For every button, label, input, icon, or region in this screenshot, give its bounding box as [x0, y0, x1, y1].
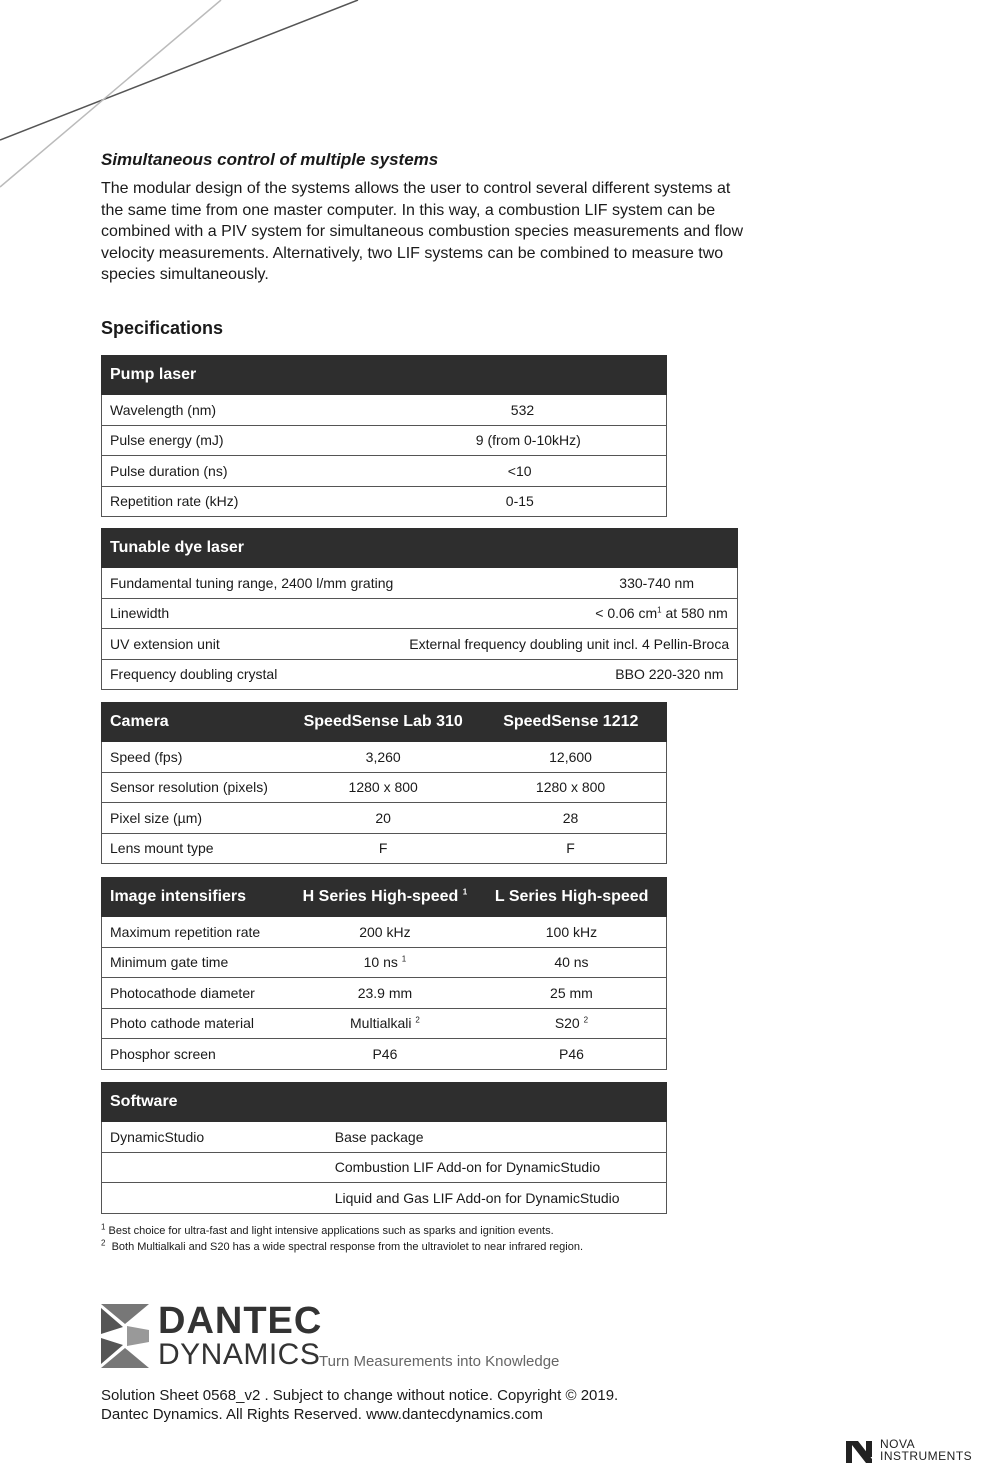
table-header-row	[102, 529, 738, 568]
legal-line: Dantec Dynamics. All Rights Reserved. www.dantecdynamics.com	[101, 1405, 543, 1423]
footnote-mark: 2	[101, 1238, 106, 1248]
intro-paragraph: The modular design of the systems allows the user to control several different systems at the same time from one master computer. In this way, a combustion LIF system can be combined with a PIV system for simultaneous combustion species measurements and flow velocity measurements. Alternatively, two LIF systems can be combined to measure two species simultaneously.	[101, 180, 744, 284]
logo-wordmark-dynamics: DYNAMICS	[158, 1338, 321, 1371]
row-value: 9 (from 0-10kHz)	[441, 425, 667, 456]
row-value: 330-740 nm	[401, 568, 737, 599]
table-row	[102, 772, 667, 803]
row-label: Repetition rate (kHz)	[102, 486, 441, 517]
linewidth-value-pre: < 0.06 cm	[595, 605, 658, 622]
row-value: P46	[293, 1039, 477, 1070]
footnote-mark: 1	[401, 954, 407, 964]
row-value: 20	[291, 803, 475, 834]
dantec-logo-mark	[101, 1304, 151, 1370]
tagline: Turn Measurements into Knowledge	[319, 1353, 560, 1370]
row-value: 532	[441, 395, 667, 426]
table-row	[102, 1039, 667, 1070]
row-value: Base package	[327, 1122, 667, 1153]
column-header: SpeedSense 1212	[475, 703, 666, 742]
nova-instruments-logo-icon	[846, 1439, 876, 1463]
specifications-heading: Specifications	[101, 318, 224, 338]
table-row	[102, 947, 667, 978]
row-value: 23.9 mm	[293, 978, 477, 1009]
footnote-text: Both Multialkali and S20 has a wide spectral response from the ultraviolet to near infrared region.	[111, 1241, 583, 1253]
row-value-text: 10 ns	[363, 954, 398, 971]
linewidth-unit-exponent: 1	[657, 605, 662, 615]
nova-wordmark-line: INSTRUMENTS	[880, 1449, 973, 1463]
table-header-row	[102, 356, 667, 395]
table-row	[102, 486, 667, 517]
row-label: DynamicStudio	[102, 1122, 327, 1153]
table-row	[102, 1183, 667, 1214]
row-value-text: S20	[554, 1015, 580, 1032]
row-label: Pulse energy (mJ)	[102, 425, 441, 456]
row-value: 200 kHz	[293, 917, 477, 948]
row-label: Photocathode diameter	[102, 978, 293, 1009]
legal-line: Solution Sheet 0568_v2 . Subject to change without notice. Copyright © 2019.	[101, 1387, 619, 1404]
table-header: Pump laser	[102, 356, 667, 395]
row-value: Combustion LIF Add-on for DynamicStudio	[327, 1152, 667, 1183]
table-header: Camera	[102, 703, 292, 742]
table-header: Software	[102, 1083, 667, 1122]
table-header-row	[102, 1083, 667, 1122]
row-value: 1280 x 800	[475, 772, 666, 803]
row-label: Speed (fps)	[102, 742, 292, 773]
linewidth-value-post: at 580 nm	[661, 605, 728, 622]
row-value: Liquid and Gas LIF Add-on for DynamicStudio	[327, 1183, 667, 1214]
nova-instruments-wordmark	[880, 1438, 972, 1462]
table-header: Image intensifiers	[102, 878, 293, 917]
table-row	[102, 629, 738, 660]
decorative-lines	[0, 0, 400, 200]
row-value	[477, 1008, 667, 1039]
column-header	[293, 878, 477, 917]
table-row	[102, 568, 738, 599]
row-value: 3,260	[291, 742, 475, 773]
row-value	[401, 598, 737, 629]
row-value: P46	[477, 1039, 667, 1070]
table-header: Tunable dye laser	[102, 529, 738, 568]
table-row	[102, 917, 667, 948]
row-label: Maximum repetition rate	[102, 917, 293, 948]
logo-wordmark-dantec: DANTEC	[158, 1300, 323, 1342]
legal-text	[101, 1387, 618, 1424]
row-label: Phosphor screen	[102, 1039, 293, 1070]
row-label: Frequency doubling crystal	[102, 659, 402, 690]
row-label: Pulse duration (ns)	[102, 456, 441, 487]
pump-laser-table	[101, 355, 667, 517]
row-value: F	[291, 833, 475, 864]
row-label: Wavelength (nm)	[102, 395, 441, 426]
table-row	[102, 833, 667, 864]
table-row	[102, 1152, 667, 1183]
table-row	[102, 1122, 667, 1153]
table-row	[102, 456, 667, 487]
section-title: Simultaneous control of multiple systems	[101, 150, 439, 169]
table-row	[102, 742, 667, 773]
footnote-mark: 1	[101, 1222, 106, 1232]
row-value: External frequency doubling unit incl. 4 Pellin-Broca	[401, 629, 737, 660]
row-label: Fundamental tuning range, 2400 l/mm grating	[102, 568, 402, 599]
row-label	[102, 1152, 327, 1183]
row-label	[102, 1183, 327, 1214]
row-value: 25 mm	[477, 978, 667, 1009]
row-label: Sensor resolution (pixels)	[102, 772, 292, 803]
row-value: <10	[441, 456, 667, 487]
nova-wordmark-line: NOVA	[880, 1437, 916, 1451]
footnote-mark: 2	[583, 1015, 589, 1025]
column-header: SpeedSense Lab 310	[291, 703, 475, 742]
table-row	[102, 978, 667, 1009]
row-label: Pixel size (µm)	[102, 803, 292, 834]
column-header-text: H Series High-speed	[302, 888, 459, 905]
row-value: F	[475, 833, 666, 864]
footnote	[101, 1239, 583, 1255]
dye-laser-table	[101, 528, 738, 690]
row-value: BBO 220-320 nm	[401, 659, 737, 690]
footnote	[101, 1223, 583, 1239]
row-value: 40 ns	[477, 947, 667, 978]
row-value-text: Multialkali	[350, 1015, 412, 1032]
footnote-mark: 1	[462, 887, 468, 897]
software-table	[101, 1082, 667, 1214]
table-header-row	[102, 878, 667, 917]
row-value: 100 kHz	[477, 917, 667, 948]
row-value: 0-15	[441, 486, 667, 517]
footnote-mark: 2	[415, 1015, 420, 1025]
row-value: 1280 x 800	[291, 772, 475, 803]
table-row	[102, 395, 667, 426]
camera-table	[101, 702, 667, 864]
table-row	[102, 598, 738, 629]
row-label: Photo cathode material	[102, 1008, 293, 1039]
table-header-row	[102, 703, 667, 742]
row-value	[293, 1008, 477, 1039]
row-label: Linewidth	[102, 598, 402, 629]
row-value	[293, 947, 477, 978]
table-row	[102, 803, 667, 834]
footnote-text: Best choice for ultra-fast and light intensive applications such as sparks and ignition events.	[108, 1225, 554, 1237]
row-label: Lens mount type	[102, 833, 292, 864]
table-row	[102, 1008, 667, 1039]
intensifiers-table	[101, 877, 667, 1070]
row-value: 12,600	[475, 742, 666, 773]
column-header: L Series High-speed	[477, 878, 667, 917]
footnotes	[101, 1223, 583, 1255]
row-label: UV extension unit	[102, 629, 402, 660]
row-label: Minimum gate time	[102, 947, 293, 978]
table-row	[102, 425, 667, 456]
row-value: 28	[475, 803, 666, 834]
table-row	[102, 659, 738, 690]
